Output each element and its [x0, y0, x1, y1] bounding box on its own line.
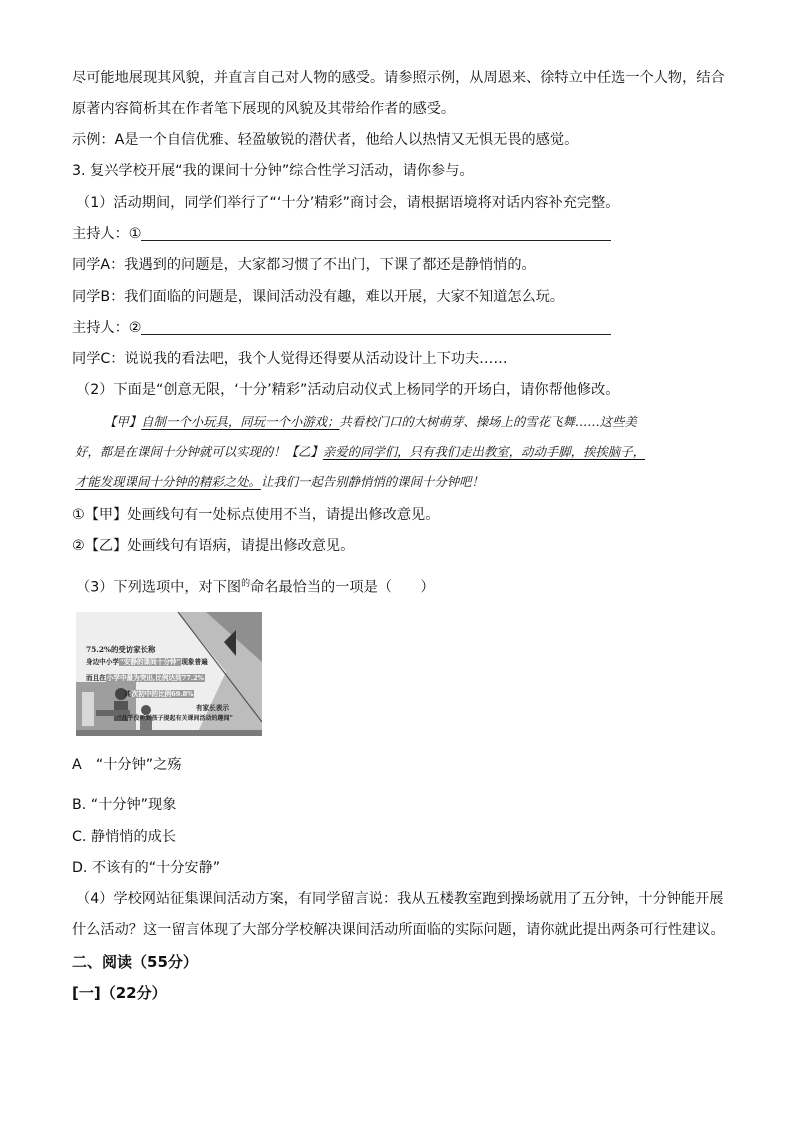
figure-text: 现象普遍	[181, 658, 208, 666]
figure-text-1: 75.2%的受访家长称	[86, 645, 156, 654]
figure-highlight: “安静的课间十分钟”	[119, 658, 181, 666]
figure-text-2	[86, 656, 208, 666]
prompt-text: 命名最恰当的一项是（ ）	[250, 579, 435, 596]
q3-part2-q-jia: ①【甲】处画线句有一处标点使用不当，请提出修改意见。	[72, 507, 440, 523]
figure-text-5: 有家长表示	[196, 704, 229, 712]
figure-text-6: “几乎没听到孩子提起有关课间活动的趣闻”	[118, 715, 233, 722]
underlined-sentence-jia: 自制一个小玩具，同玩一个小游戏；	[141, 414, 340, 429]
student-b-line: 同学B：我们面临的问题是，课间活动没有趣，难以开展，大家不知道怎么玩。	[72, 289, 565, 305]
prompt-text: （3）下列选项中，对下图	[76, 579, 242, 596]
handwritten-text: 让我们一起告别静悄悄的课间十分钟吧！	[260, 474, 484, 489]
stray-char: 的	[241, 579, 251, 589]
host-line-2	[72, 318, 611, 338]
host-label-1: 主持人：①	[72, 226, 142, 242]
mark-jia: 【甲】	[104, 414, 142, 429]
figure-text-3	[86, 672, 205, 682]
answer-blank-1[interactable]	[141, 226, 611, 241]
mark-yi: 【乙】	[285, 444, 323, 459]
option-d[interactable]: D. 不该有的“十分安静”	[72, 860, 221, 876]
handwritten-line-1	[104, 413, 637, 431]
answer-blank-2[interactable]	[141, 320, 611, 335]
figure-text-4	[124, 688, 194, 698]
survey-figure	[76, 612, 262, 736]
figure-highlight: 次初中的比例69.8%	[131, 690, 194, 698]
intro-line-1: 尽可能地展现其风貌，并直言自己对人物的感受。请参照示例，从周恩来、徐特立中任选一个人物，结合	[72, 70, 725, 86]
student-c-line: 同学C：说说我的看法吧，我个人觉得还得要从活动设计上下功夫……	[72, 351, 508, 367]
q3-part4-line-2: 什么活动？这一留言体现了大部分学校解决课间活动所面临的实际问题，请你就此提出两条可行性建议。	[72, 922, 725, 938]
option-c[interactable]: C. 静悄悄的成长	[72, 829, 177, 845]
host-line-1	[72, 224, 611, 244]
option-b[interactable]: B. “十分钟”现象	[72, 797, 177, 813]
intro-line-2: 原著内容简析其在作者笔下展现的风貌及其带给作者的感受。	[72, 101, 456, 117]
handwritten-text: 好，都是在课间十分钟就可以实现的！	[75, 444, 286, 459]
option-a[interactable]: A “十分钟”之殇	[72, 757, 182, 773]
underlined-sentence-yi-2: 才能发现课间十分钟的精彩之处。	[75, 474, 261, 489]
q3-part4-line-1: （4）学校网站征集课间活动方案，有同学留言说：我从五楼教室跑到操场就用了五分钟，十分钟能开展	[76, 891, 724, 907]
q3-part2-q-yi: ②【乙】处画线句有语病，请提出修改意见。	[72, 538, 355, 554]
handwritten-line-2	[75, 443, 645, 461]
underlined-sentence-yi-1: 亲爱的同学们，只有我们走出教室，动动手脚，挨挨脑子，	[322, 444, 645, 459]
section-2-subheading: [一]（22分）	[72, 984, 167, 1002]
figure-text: 而且在	[86, 674, 106, 682]
section-2-heading: 二、阅读（55分）	[72, 953, 198, 971]
host-label-2: 主持人：②	[72, 320, 142, 336]
handwritten-line-3	[75, 473, 484, 491]
q3-part1-prompt: （1）活动期间，同学们举行了“‘十分’精彩”商讨会，请根据语境将对话内容补充完整。	[76, 195, 620, 211]
handwritten-text: 共看校门口的大树萌芽、操场上的雪花飞舞……这些美	[339, 414, 637, 429]
question-3-title: 3. 复兴学校开展“我的课间十分钟”综合性学习活动，请你参与。	[72, 163, 474, 179]
figure-text: 其	[124, 690, 131, 698]
figure-text: 身边中小学	[86, 658, 119, 666]
q3-part2-prompt: （2）下面是“创意无限，‘十分’精彩”活动启动仪式上杨同学的开场白，请你帮他修改。	[76, 382, 620, 398]
q3-part3-prompt	[76, 574, 435, 598]
student-a-line: 同学A：我遇到的问题是，大家都习惯了不出门，下课了都还是静悄悄的。	[72, 257, 536, 273]
figure-highlight: 小学中最为突出,比例达到77.2%	[106, 674, 204, 682]
example-text: 示例：A是一个自信优雅、轻盈敏锐的潜伏者，他给人以热情又无惧无畏的感觉。	[72, 132, 579, 148]
